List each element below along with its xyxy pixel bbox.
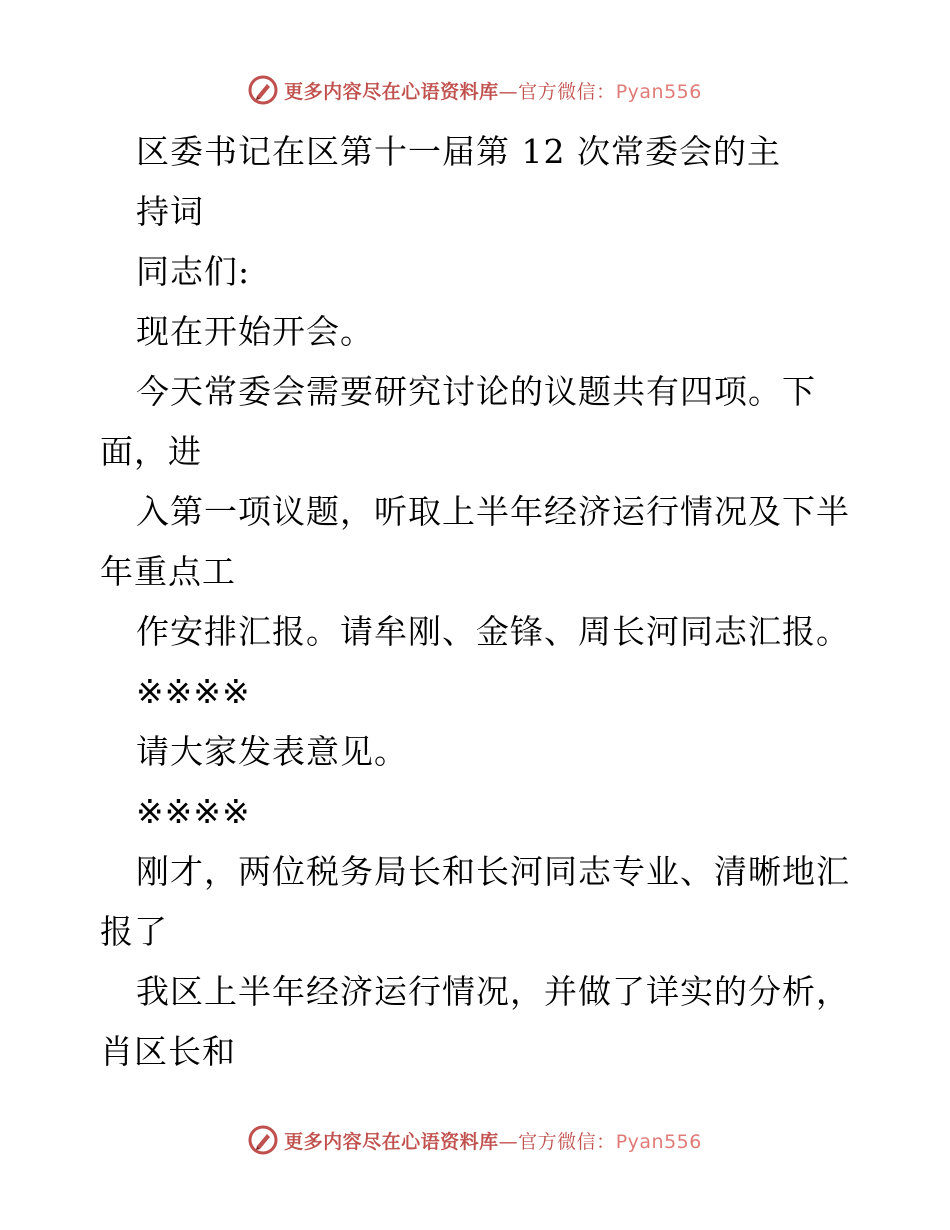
watermark-account: Pyan556 [615,80,702,103]
header-watermark [0,70,950,110]
document-line: 面，进 [100,432,202,471]
watermark-text [284,77,702,104]
watermark-official: 官方微信： [518,80,616,103]
document-line: 入第一项议题，听取上半年经济运行情况及下半 [136,492,850,531]
watermark-brand: 更多内容尽在心语资料库 [284,80,499,103]
document-line: 持词 [136,192,204,231]
document-line: 区委书记在区第十一届第 12 次常委会的主 [136,132,781,171]
document-line: 刚才，两位税务局长和长河同志专业、清晰地汇 [136,852,850,891]
watermark-separator: — [498,1130,519,1153]
pen-logo-icon [248,1125,278,1155]
document-line: 请大家发表意见。 [136,732,408,771]
document-line: 肖区长和 [100,1032,236,1071]
document-body [100,122,860,1082]
document-line: 年重点工 [100,552,236,591]
pen-logo-icon [248,75,278,105]
watermark-text [284,1127,702,1154]
document-line: 现在开始开会。 [136,312,374,351]
watermark-separator: — [498,80,519,103]
document-line: ※※※※ [136,792,251,831]
watermark-official: 官方微信： [518,1130,616,1153]
document-line: 我区上半年经济运行情况，并做了详实的分析， [136,972,850,1011]
footer-watermark [0,1120,950,1160]
document-line: 同志们: [136,252,251,291]
document-line: 报了 [100,912,168,951]
document-line: ※※※※ [136,672,251,711]
document-line: 作安排汇报。请牟刚、金锋、周长河同志汇报。 [136,612,850,651]
document-line: 今天常委会需要研究讨论的议题共有四项。下 [136,372,816,411]
watermark-brand: 更多内容尽在心语资料库 [284,1130,499,1153]
watermark-account: Pyan556 [615,1130,702,1153]
